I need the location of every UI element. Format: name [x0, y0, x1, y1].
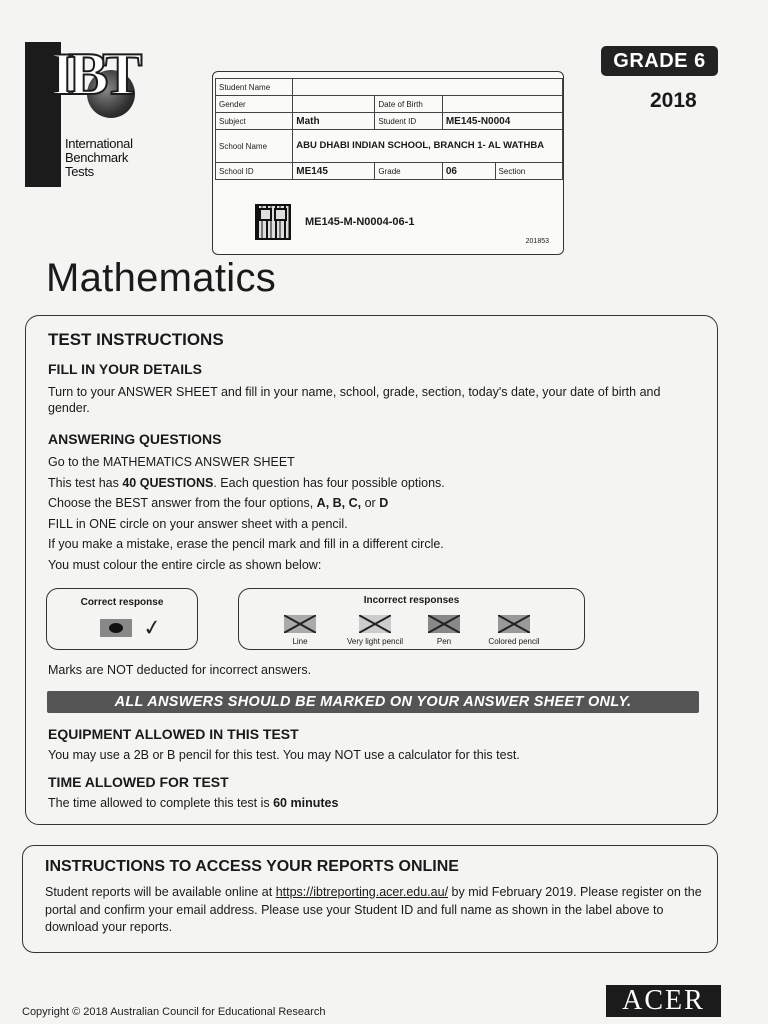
- logo-letters: IBT: [51, 41, 137, 107]
- logo-line-3: Tests: [65, 164, 94, 179]
- fill-details-text: Turn to your ANSWER SHEET and fill in your name, school, grade, section, today's date, your date of birth and gender.: [48, 385, 661, 415]
- fill-details-heading: FILL IN YOUR DETAILS: [48, 361, 203, 377]
- answering-line-5: If you make a mistake, erase the pencil mark and fill in a different circle.: [48, 537, 444, 551]
- answering-line-1: Go to the MATHEMATICS ANSWER SHEET: [48, 455, 295, 469]
- marks-note: Marks are NOT deducted for incorrect answers.: [48, 663, 312, 677]
- grade-year: 2018: [650, 89, 697, 112]
- ibt-logo: [25, 42, 150, 192]
- incorrect-responses-box: [238, 588, 585, 650]
- time-heading: TIME ALLOWED FOR TEST: [48, 774, 229, 790]
- correct-response-box: [46, 588, 198, 650]
- test-instructions-heading: TEST INSTRUCTIONS: [48, 330, 224, 349]
- incorrect-item-line: Line: [275, 615, 325, 646]
- student-name-value: [293, 79, 563, 96]
- answering-heading: ANSWERING QUESTIONS: [48, 431, 222, 447]
- logo-line-1: International: [65, 136, 133, 151]
- logo-line-2: Benchmark: [65, 150, 129, 165]
- online-reports-text: Student reports will be available online at https://ibtreporting.acer.edu.au/ by mid February 2019. Please register on the portal and confirm your email address. Please use your Student ID and full name as shown in the label above to download your reports.: [45, 885, 702, 934]
- label-serial: 201853: [525, 238, 549, 245]
- school-name-key: School Name: [216, 130, 293, 163]
- incorrect-item-colored-pencil: Colored pencil: [479, 615, 549, 646]
- answering-line-6: You must colour the entire circle as shown below:: [48, 557, 322, 572]
- student-label-table: [215, 78, 563, 180]
- gender-value: [293, 96, 375, 113]
- acer-logo: ACER: [606, 985, 721, 1017]
- incorrect-item-pen: Pen: [419, 615, 469, 646]
- incorrect-item-light-pencil: Very light pencil: [335, 615, 415, 646]
- answer-sheet-banner: ALL ANSWERS SHOULD BE MARKED ON YOUR ANSWER SHEET ONLY.: [47, 691, 699, 713]
- dob-value: [442, 96, 562, 113]
- report-portal-link[interactable]: https://ibtreporting.acer.edu.au/: [275, 885, 449, 899]
- crossed-circle-icon: [498, 615, 530, 633]
- student-name-key: Student Name: [216, 79, 293, 96]
- correct-response-title: Correct response: [80, 597, 164, 608]
- student-id-value: ME145-N0004: [442, 113, 562, 130]
- student-label-card: [212, 71, 564, 255]
- answering-line-4: FILL in ONE circle on your answer sheet with a pencil.: [48, 516, 348, 531]
- gender-key: Gender: [216, 96, 293, 113]
- incorrect-responses-title: Incorrect responses: [363, 595, 460, 606]
- school-id-key: School ID: [216, 163, 293, 180]
- online-reports-heading: INSTRUCTIONS TO ACCESS YOUR REPORTS ONLINE: [45, 858, 459, 875]
- filled-circle-icon: [100, 619, 132, 637]
- subject-key: Subject: [216, 113, 293, 130]
- label-code: ME145-M-N0004-06-1: [305, 216, 415, 228]
- time-text: The time allowed to complete this test is 60 minutes: [48, 796, 339, 810]
- test-instructions-box: [25, 315, 718, 825]
- equipment-text: You may use a 2B or B pencil for this test. You may NOT use a calculator for this test.: [48, 748, 520, 762]
- logo-text: [65, 137, 133, 179]
- school-name-value: ABU DHABI INDIAN SCHOOL, BRANCH 1- AL WATHBA: [293, 130, 563, 163]
- grade-key: Grade: [375, 163, 442, 180]
- checkmark-icon: ✓: [141, 613, 164, 642]
- qr-code-icon: [255, 204, 291, 240]
- dob-key: Date of Birth: [375, 96, 442, 113]
- subject-value: Math: [293, 113, 375, 130]
- answering-lines: [48, 452, 688, 575]
- answering-line-3: Choose the BEST answer from the four options, A, B, C, or D: [48, 496, 389, 510]
- school-id-value: ME145: [293, 163, 375, 180]
- copyright-text: Copyright © 2018 Australian Council for Educational Research: [22, 1006, 326, 1018]
- grade-badge: GRADE 6: [601, 46, 718, 76]
- student-id-key: Student ID: [375, 113, 442, 130]
- equipment-heading: EQUIPMENT ALLOWED IN THIS TEST: [48, 726, 299, 742]
- crossed-circle-icon: [428, 615, 460, 633]
- crossed-circle-icon: [359, 615, 391, 633]
- online-reports-box: [22, 845, 718, 953]
- answering-line-2: This test has 40 QUESTIONS. Each question has four possible options.: [48, 475, 445, 490]
- page-title: Mathematics: [46, 256, 277, 300]
- crossed-circle-icon: [284, 615, 316, 633]
- grade-value: 06: [442, 163, 495, 180]
- section-key: Section: [495, 163, 562, 180]
